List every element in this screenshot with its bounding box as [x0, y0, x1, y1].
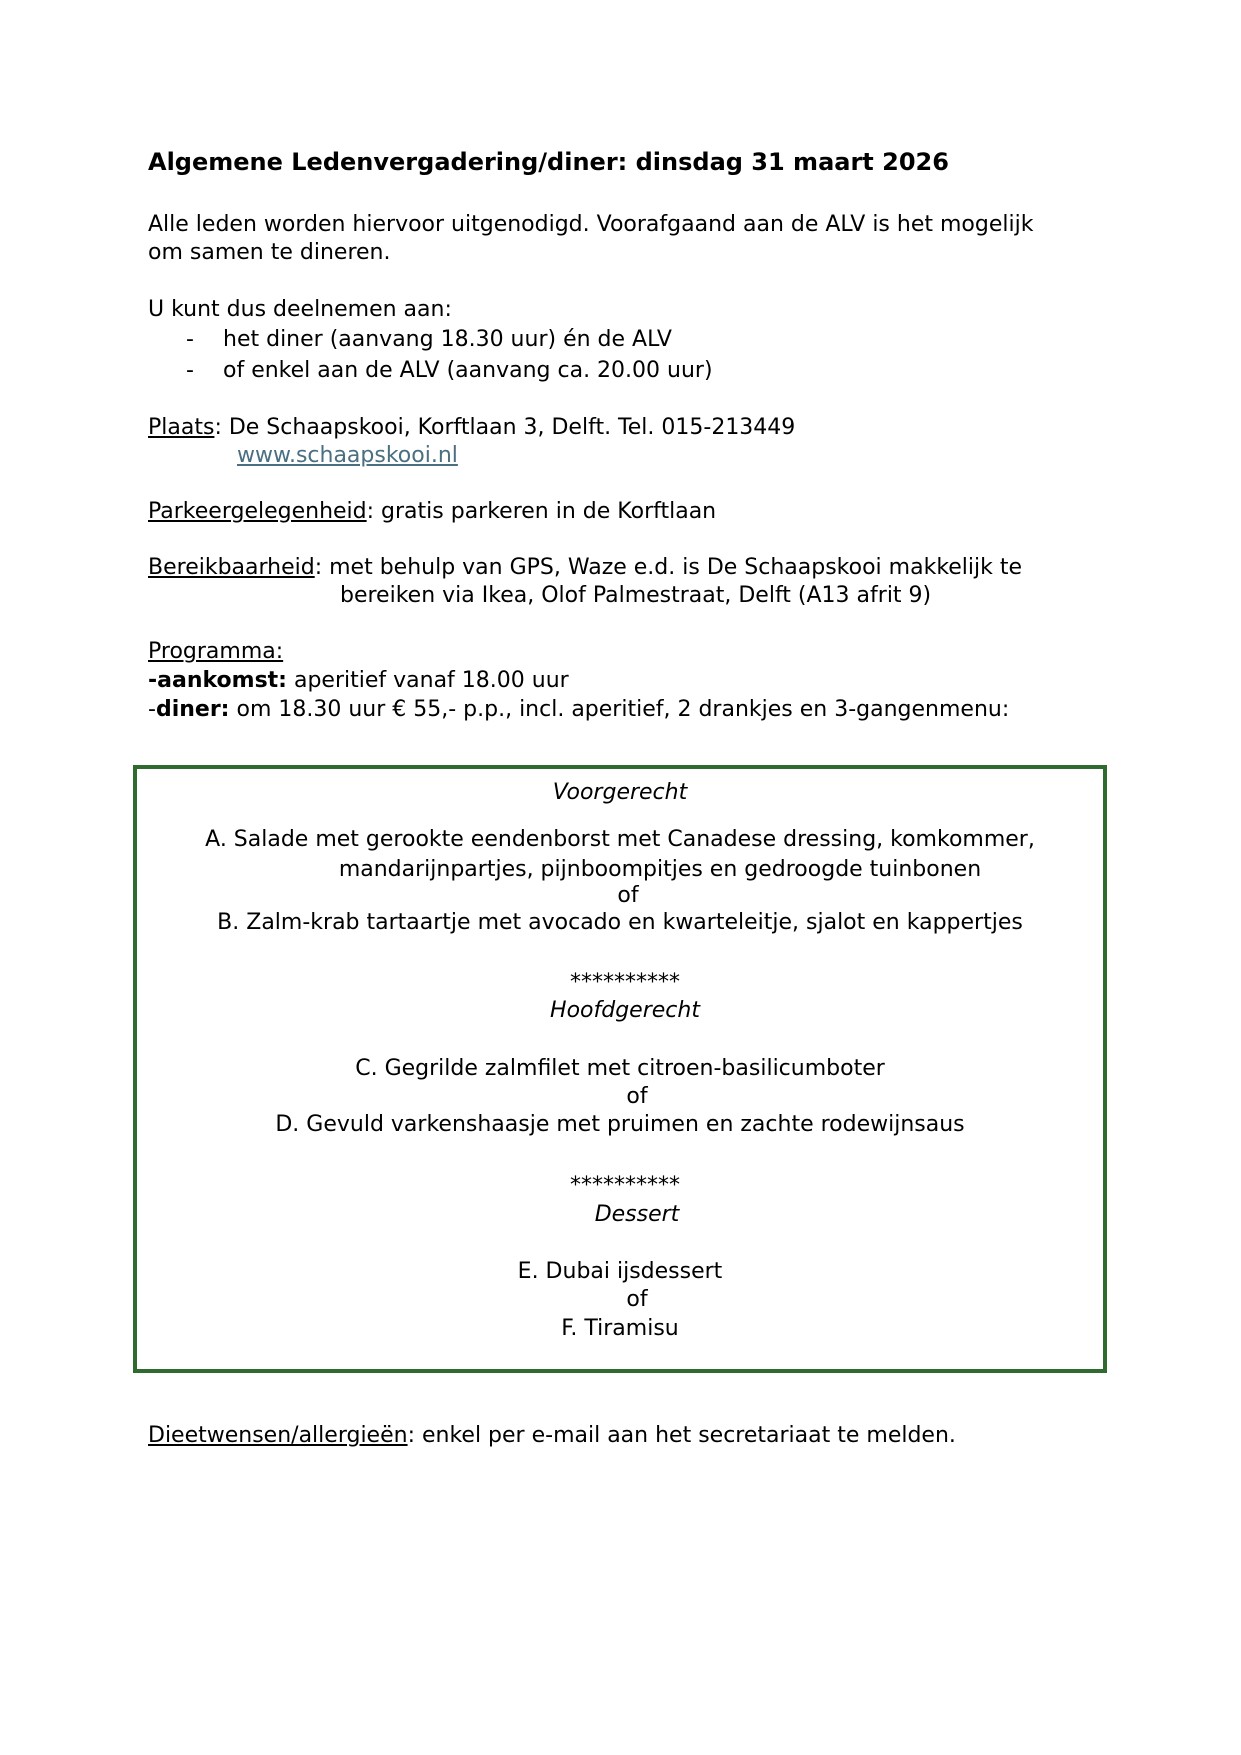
- menu-box: [133, 765, 1107, 1373]
- place-text: : De Schaapskooi, Korftlaan 3, Delft. Tel. 015-213449: [214, 415, 796, 440]
- program-arrival: [148, 667, 569, 695]
- main-c: C. Gegrilde zalmfilet met citroen-basilicumboter: [355, 1056, 885, 1081]
- page-title: Algemene Ledenvergadering/diner: dinsdag 31 maart 2026: [148, 148, 949, 176]
- reach-line-1: [148, 554, 1022, 582]
- reach-line-2: bereiken via Ikea, Olof Palmestraat, Delft (A13 afrit 9): [340, 583, 932, 608]
- dessert-f: F. Tiramisu: [561, 1316, 679, 1341]
- starter-heading: Voorgerecht: [552, 780, 688, 805]
- option-bullet-2: -: [186, 358, 194, 383]
- program-dinner: [148, 696, 1009, 724]
- place-label: Plaats: [148, 415, 215, 440]
- separator-2: **********: [570, 1173, 680, 1198]
- reach-label: Bereikbaarheid: [148, 555, 315, 580]
- option-text-2: of enkel aan de ALV (aanvang ca. 20.00 uur): [223, 358, 713, 383]
- participate-label: U kunt dus deelnemen aan:: [148, 297, 452, 322]
- separator-1: **********: [570, 970, 680, 995]
- arrival-label: -aankomst:: [148, 668, 287, 693]
- dinner-text: om 18.30 uur € 55,- p.p., incl. aperitief, 2 drankjes en 3-gangenmenu:: [229, 697, 1010, 722]
- diet-text: : enkel per e-mail aan het secretariaat te melden.: [407, 1423, 956, 1448]
- main-heading: Hoofdgerecht: [550, 998, 700, 1023]
- arrival-text: aperitief vanaf 18.00 uur: [286, 668, 569, 693]
- main-d: D. Gevuld varkenshaasje met pruimen en zachte rodewijnsaus: [275, 1112, 965, 1137]
- parking-line: [148, 498, 716, 526]
- parking-label: Parkeergelegenheid: [148, 499, 367, 524]
- diet-label: Dieetwensen/allergieën: [148, 1423, 408, 1448]
- or-2: of: [626, 1084, 648, 1109]
- or-1: of: [617, 883, 639, 908]
- place-line: [148, 414, 795, 442]
- dessert-e: E. Dubai ijsdessert: [517, 1259, 723, 1284]
- option-text-1: het diner (aanvang 18.30 uur) én de ALV: [223, 327, 672, 352]
- program-label: Programma:: [148, 639, 284, 664]
- reach-text-1: : met behulp van GPS, Waze e.d. is De Schaapskooi makkelijk te: [314, 555, 1023, 580]
- diet-line: [148, 1422, 956, 1450]
- option-bullet-1: -: [186, 327, 194, 352]
- dinner-label: diner:: [155, 697, 230, 722]
- parking-text: : gratis parkeren in de Korftlaan: [366, 499, 717, 524]
- dessert-heading: Dessert: [594, 1202, 680, 1227]
- or-3: of: [626, 1287, 648, 1312]
- starter-b: B. Zalm-krab tartaartje met avocado en kwarteleitje, sjalot en kappertjes: [217, 910, 1023, 935]
- website-link[interactable]: www.schaapskooi.nl: [237, 443, 458, 468]
- intro-line-2: om samen te dineren.: [148, 240, 391, 265]
- starter-a-line-2: mandarijnpartjes, pijnboompitjes en gedroogde tuinbonen: [338, 857, 982, 882]
- starter-a-line-1: A. Salade met gerookte eendenborst met Canadese dressing, komkommer,: [205, 827, 1035, 852]
- dinner-prefix: -: [148, 697, 156, 722]
- intro-line-1: Alle leden worden hiervoor uitgenodigd. Voorafgaand aan de ALV is het mogelijk: [148, 212, 1034, 237]
